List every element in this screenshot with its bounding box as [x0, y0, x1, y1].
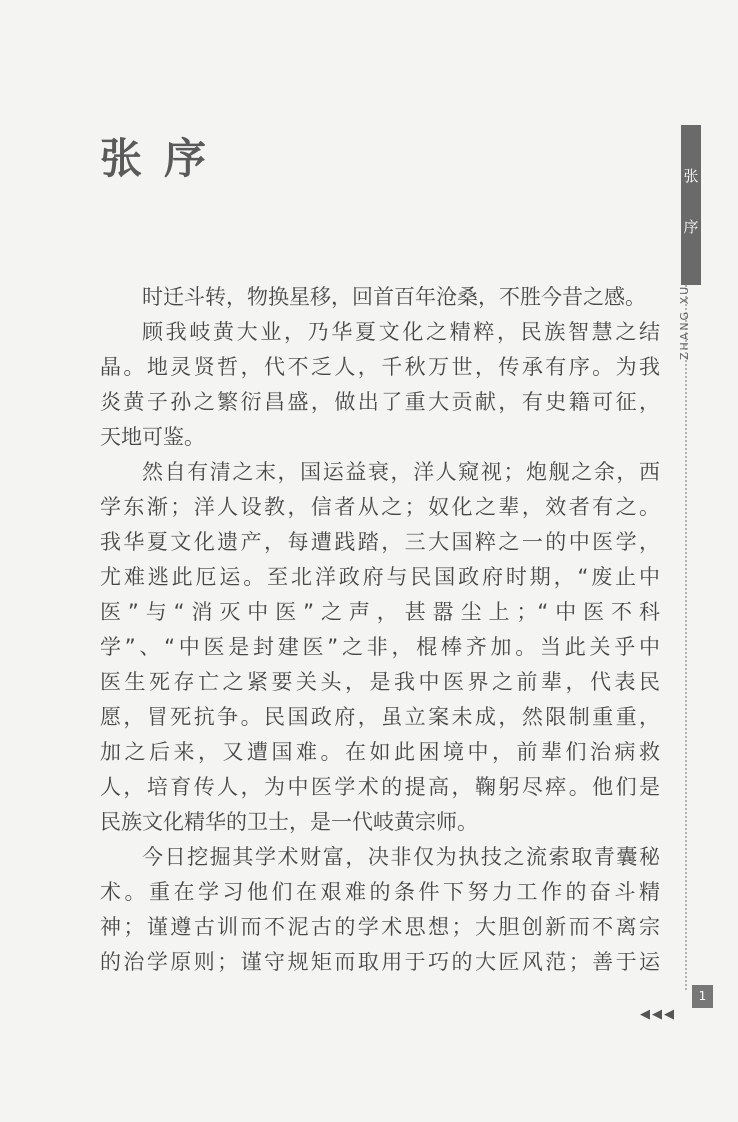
- text-line: 时迁斗转，物换星移，回首百年沧桑，不胜今昔之感。: [142, 285, 646, 309]
- title-char: 序: [164, 134, 229, 183]
- text-line: 术。重在学习他们在艰难的条件下努力工作的奋斗精: [100, 880, 660, 904]
- chapter-pinyin: ZHANG XU: [678, 284, 691, 360]
- page-number: 1: [692, 985, 713, 1008]
- text-line: 然自有清之末，国运益衰，洋人窥视；炮舰之余，西: [142, 460, 660, 484]
- text-line: 的治学原则；谨守规矩而取用于巧的大匠风范；善于运: [100, 950, 660, 974]
- text-line: 愿，冒死抗争。民国政府，虽立案未成，然限制重重，: [100, 705, 660, 729]
- text-line: 学东渐；洋人设教，信者从之；奴化之辈，效者有之。: [100, 495, 660, 519]
- text-line: 尤难逃此厄运。至北洋政府与民国政府时期，“废止中: [100, 565, 660, 589]
- chapter-tab-char: 序: [683, 218, 699, 236]
- text-line: 神；谨遵古训而不泥古的学术思想；大胆创新而不离宗: [100, 915, 660, 939]
- text-line: 炎黄子孙之繁衍昌盛，做出了重大贡献，有史籍可征，: [100, 390, 660, 414]
- text-line: 顾我岐黄大业，乃华夏文化之精粹，民族智慧之结: [142, 320, 660, 344]
- page-title: [100, 126, 228, 186]
- chapter-tab: [681, 125, 701, 285]
- body-text: [100, 280, 660, 980]
- title-char: 张: [100, 134, 165, 183]
- text-line: 晶。地灵贤哲，代不乏人，千秋万世，传承有序。为我: [100, 355, 660, 379]
- chapter-tab-char: 张: [683, 167, 699, 185]
- text-line: 学”、“中医是封建医”之非，棍棒齐加。当此关乎中: [100, 635, 660, 659]
- text-line: 今日挖掘其学术财富，决非仅为执技之流索取青囊秘: [142, 845, 660, 869]
- text-line: 医生死存亡之紧要关头，是我中医界之前辈，代表民: [100, 670, 660, 694]
- nav-arrows-icon: ◀◀◀: [640, 1007, 676, 1022]
- margin-divider: [685, 285, 687, 990]
- text-line: 天地可鉴。: [100, 425, 205, 449]
- text-line: 我华夏文化遗产，每遭践踏，三大国粹之一的中医学，: [100, 530, 660, 554]
- text-line: 人，培育传人，为中医学术的提高，鞠躬尽瘁。他们是: [100, 775, 660, 799]
- text-line: 加之后来，又遭国难。在如此困境中，前辈们治病救: [100, 740, 660, 764]
- text-line: 医”与“消灭中医”之声，甚嚣尘上；“中医不科: [100, 600, 660, 624]
- text-line: 民族文化精华的卫士，是一代岐黄宗师。: [100, 810, 478, 834]
